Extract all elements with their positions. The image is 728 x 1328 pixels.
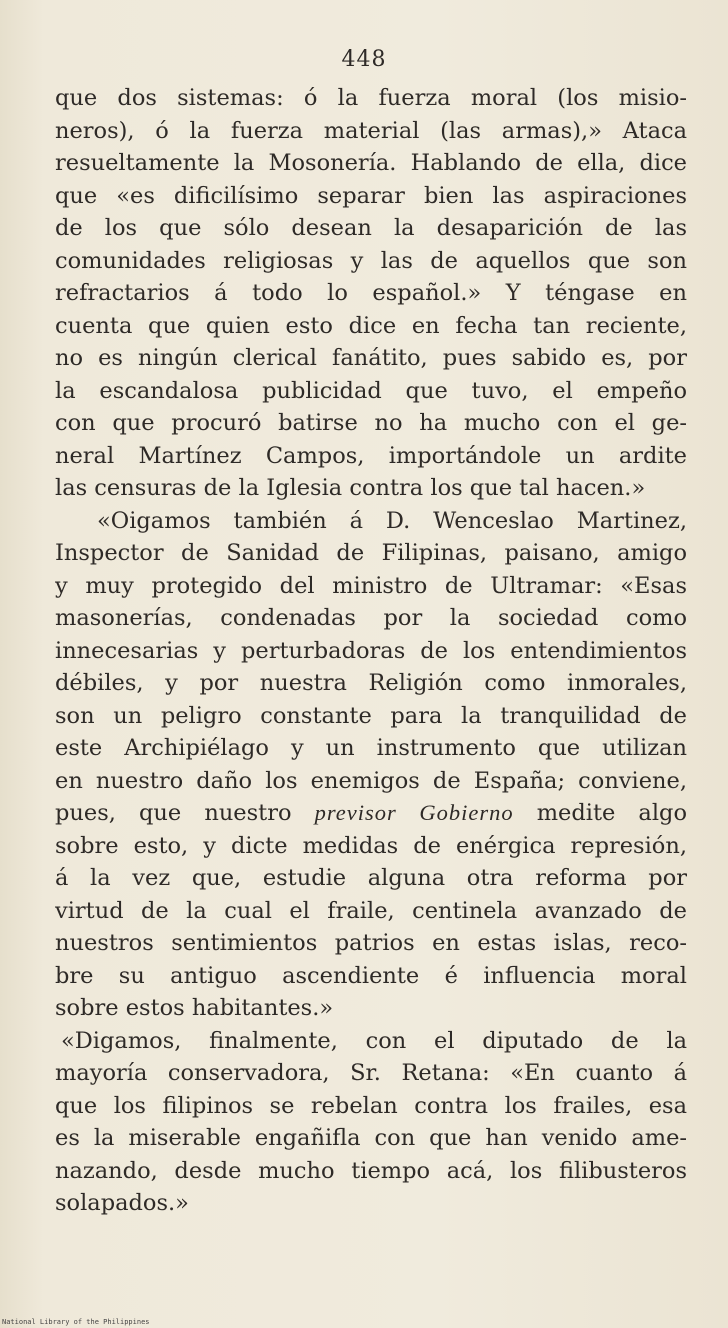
text-line: innecesarias y perturbadoras de los entendimientos (55, 637, 687, 664)
text-line: es la miserable engañifla con que han venido ame- (55, 1125, 687, 1151)
text-line: masonerías, condenadas por la sociedad como (55, 605, 687, 631)
text-line: neros), ó la fuerza material (las armas),» Ataca (55, 117, 687, 144)
text-line: neral Martínez Campos, importándole un ardite (55, 442, 687, 469)
text-line: con que procuró batirse no ha mucho con el ge- (55, 410, 687, 436)
text-line: nazando, desde mucho tiempo acá, los filibusteros (55, 1157, 687, 1184)
text-line: sobre estos habitantes.» (55, 995, 334, 1021)
text-line: virtud de la cual el fraile, centinela avanzado de (55, 897, 687, 924)
text-line: cuenta que quien esto dice en fecha tan reciente, (55, 312, 687, 339)
text-line: la escandalosa publicidad que tuvo, el empeño (55, 377, 687, 404)
text-line: que dos sistemas: ó la fuerza moral (los misio- (55, 85, 687, 111)
italic-emphasis: previsor Gobierno (314, 800, 514, 825)
italic-line-after: medite algo (536, 800, 687, 826)
text-line: bre su antiguo ascendiente é influencia moral (55, 962, 687, 989)
text-line: no es ningún clerical fanátito, pues sabido es, por (55, 345, 687, 371)
page-number: 448 (341, 47, 387, 72)
text-line: refractarios á todo lo español.» Y téngase en (55, 280, 687, 306)
text-line: que los filipinos se rebelan contra los frailes, esa (55, 1092, 687, 1119)
text-line: á la vez que, estudie alguna otra reforma por (55, 865, 687, 891)
text-line: resueltamente la Mosonería. Hablando de ella, dice (55, 150, 687, 176)
text-line: y muy protegido del ministro de Ultramar: «Esas (55, 572, 687, 599)
text-line: Inspector de Sanidad de Filipinas, paisano, amigo (55, 540, 687, 566)
text-line: de los que sólo desean la desaparición de las (55, 215, 687, 241)
text-line: mayoría conservadora, Sr. Retana: «En cuanto á (55, 1060, 687, 1086)
text-line: sobre esto, y dicte medidas de enérgica represión, (55, 832, 687, 859)
library-footer: National Library of the Philippines (2, 1318, 150, 1326)
text-line: solapados.» (55, 1190, 189, 1216)
text-line-italic (55, 797, 687, 830)
text-line: nuestros sentimientos patrios en estas islas, reco- (55, 930, 687, 956)
text-line: «Oigamos también á D. Wenceslao Martinez, (97, 507, 687, 534)
text-line: en nuestro daño los enemigos de España; conviene, (55, 767, 687, 794)
text-line: comunidades religiosas y las de aquellos que son (55, 247, 687, 274)
text-line: las censuras de la Iglesia contra los que tal hacen.» (55, 475, 646, 501)
text-line: «Digamos, finalmente, con el diputado de la (61, 1027, 687, 1054)
italic-line-before: pues, que nuestro (55, 800, 292, 826)
text-line: que «es dificilísimo separar bien las aspiraciones (55, 182, 687, 209)
body-text (55, 82, 687, 1220)
text-line: son un peligro constante para la tranquilidad de (55, 702, 687, 729)
text-line: débiles, y por nuestra Religión como inmorales, (55, 670, 687, 696)
text-line: este Archipiélago y un instrumento que utilizan (55, 735, 687, 761)
